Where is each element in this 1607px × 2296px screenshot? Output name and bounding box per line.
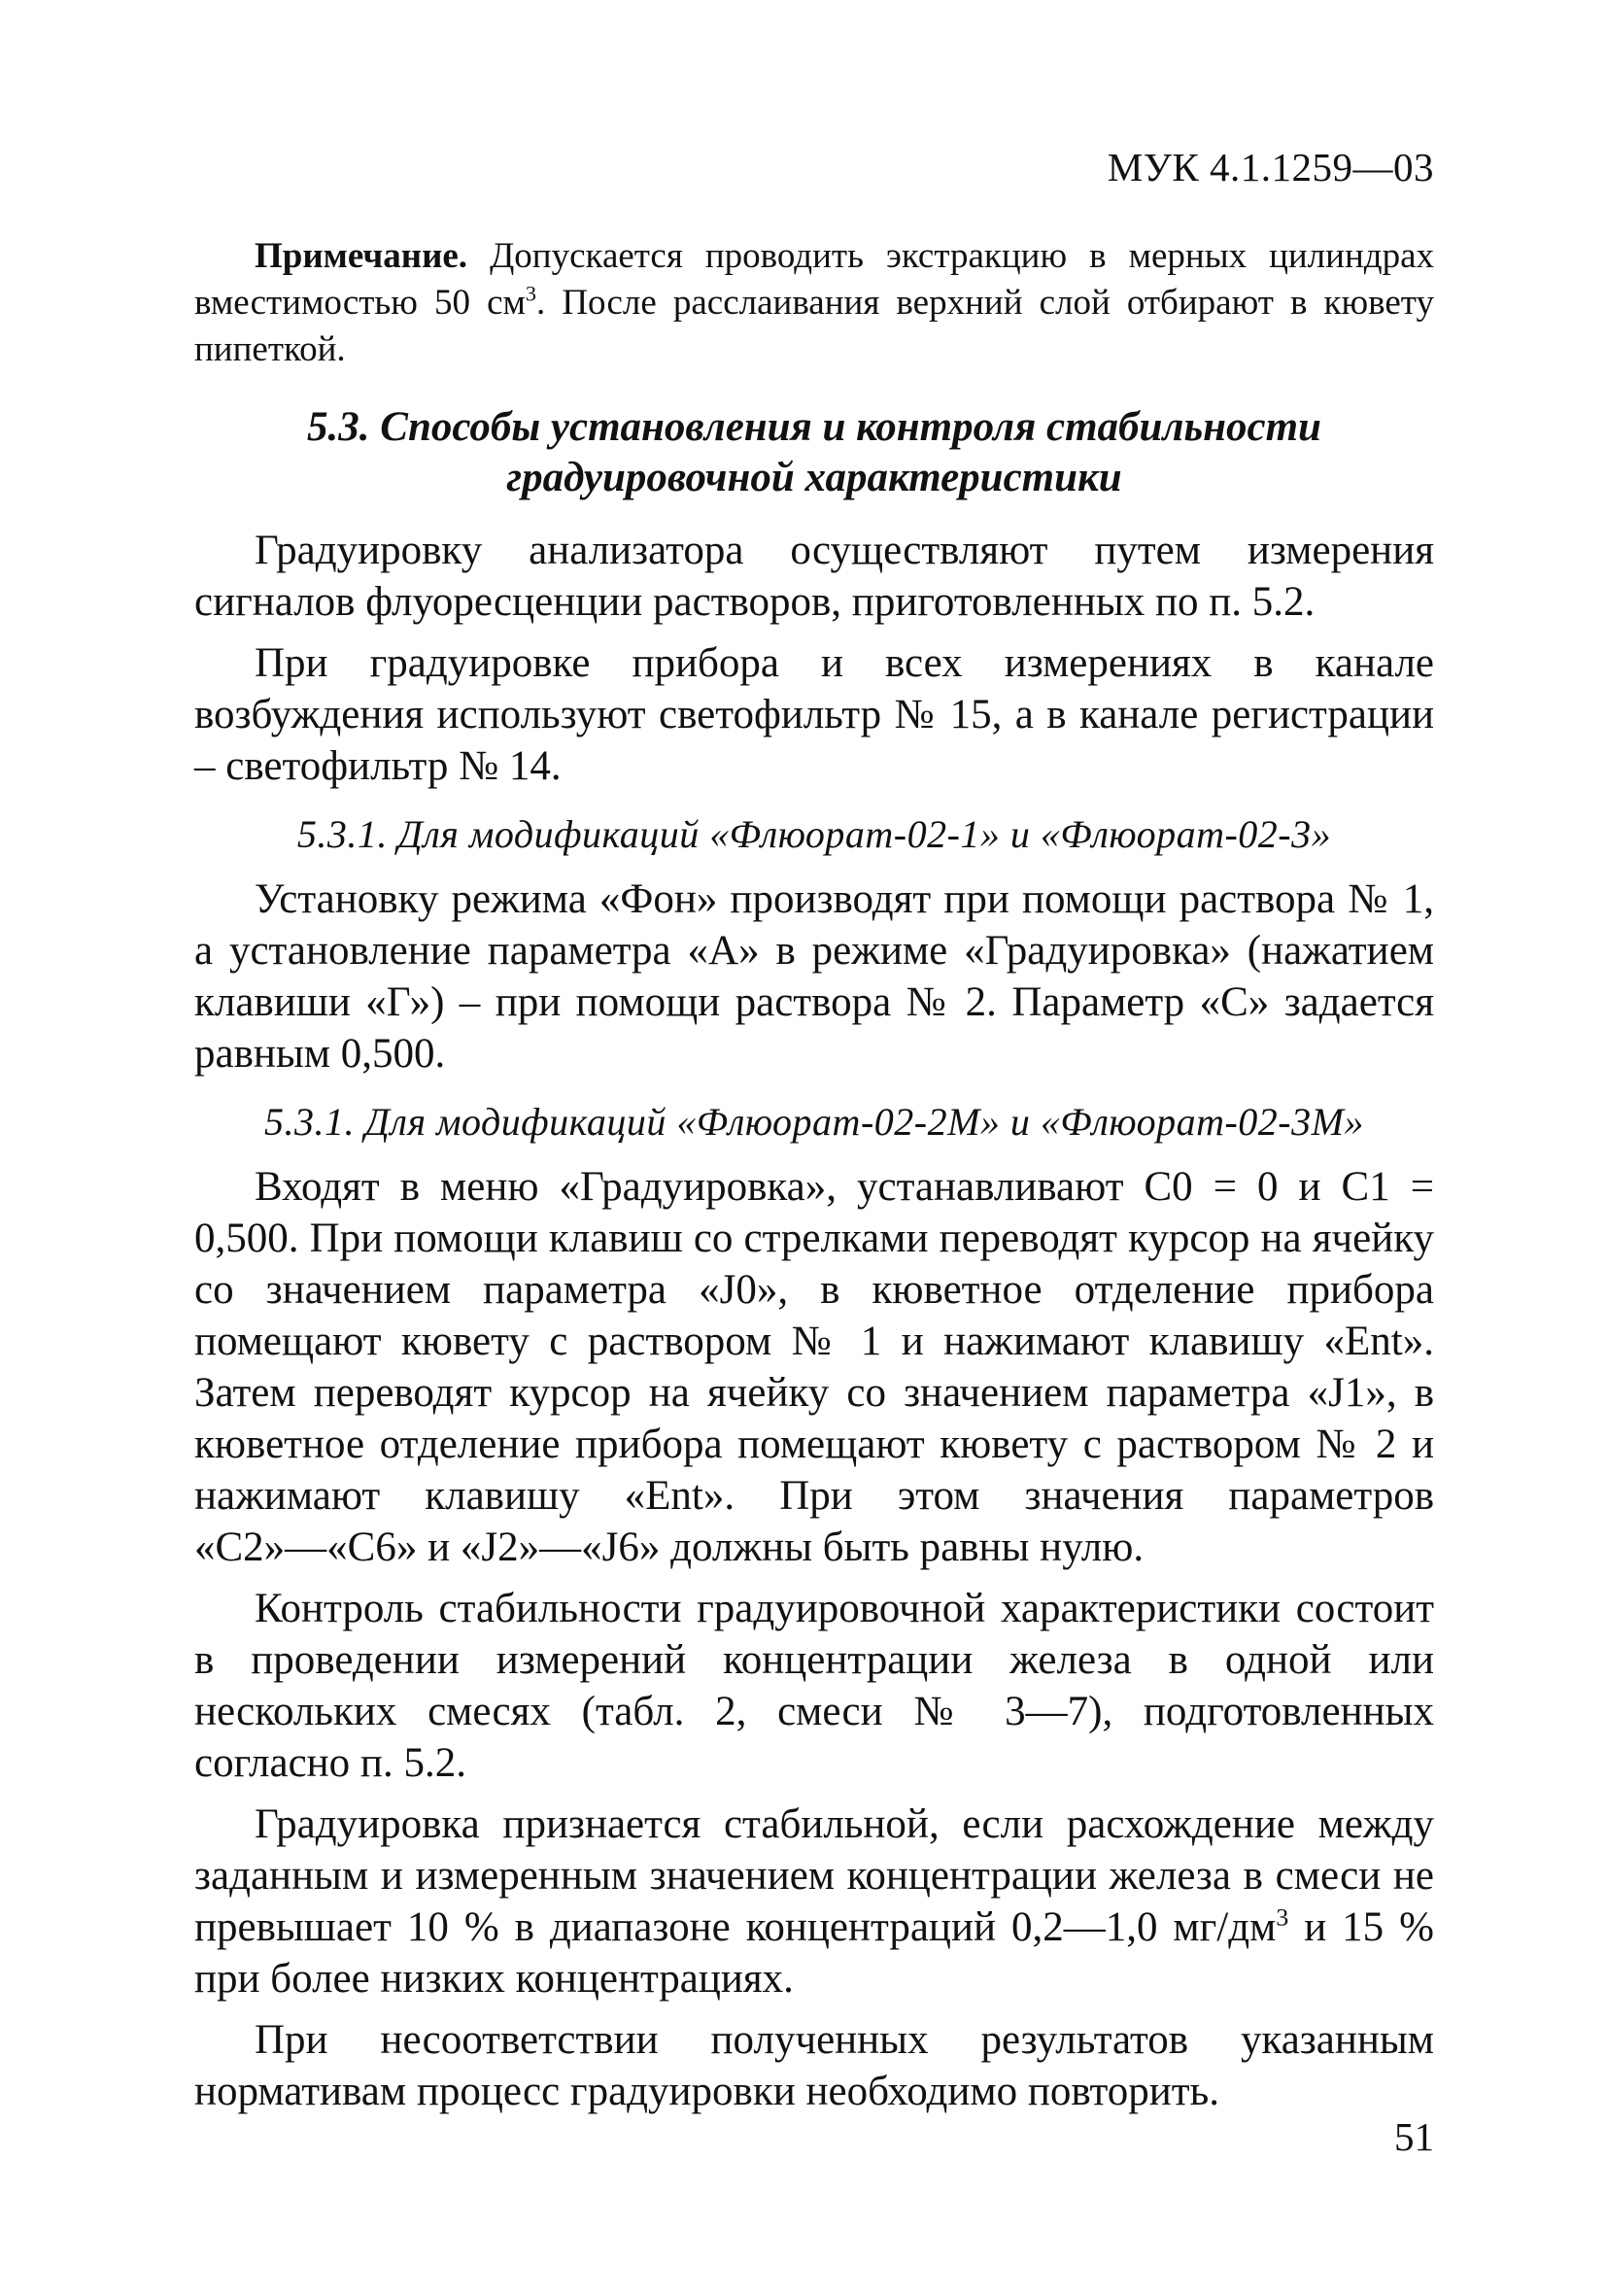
note-text-after: . После расслаивания верхний слой отбирают в кювету пипеткой. bbox=[194, 283, 1434, 369]
note-paragraph bbox=[194, 233, 1434, 373]
section-paragraph-1: Градуировку анализатора осуществляют путем измерения сигналов флуоресценции растворов, приготовленных по п. 5.2. bbox=[194, 528, 1434, 625]
control-paragraph-3: При несоответствии полученных результатов указанным нормативам процесс градуировки необходимо повторить. bbox=[194, 2017, 1434, 2114]
page-number: 51 bbox=[1394, 2114, 1434, 2159]
control-p2-text-before: Градуировка признается стабильной, если расхождение между заданным и измеренным значением концентрации железа в смеси не превышает 10 % в диапазоне концентраций 0,2—1,0 мг/дм bbox=[194, 1801, 1434, 1950]
note-text-before: Допускается проводить экстракцию в мерных цилиндрах вместимостью 50 см bbox=[194, 236, 1434, 323]
page-content bbox=[194, 233, 1434, 2127]
section-title-line1: 5.3. Способы установления и контроля стабильности bbox=[307, 404, 1321, 450]
subsection-1-text: Установку режима «Фон» производят при помощи раствора № 1, а установление параметра «А» в режиме «Градуировка» (нажатием клавиши «Г») – при помощи раствора № 2. Параметр «С» задается равным 0,500. bbox=[194, 876, 1434, 1077]
section-title bbox=[194, 402, 1434, 503]
document-code: МУК 4.1.1259—03 bbox=[1107, 145, 1434, 189]
subsection-1-title: 5.3.1. Для модификаций «Флюорат-02-1» и «Флюорат-02-3» bbox=[296, 812, 1332, 856]
note-superscript: 3 bbox=[525, 281, 537, 306]
subsection-2-text: Входят в меню «Градуировка», устанавливают С0 = 0 и С1 = 0,500. При помощи клавиш со стрелками переводят курсор на ячейку со значением параметра «J0», в кюветное отделение прибора помещают кювету с раствором № 1 и нажимают клавишу «Ent». Затем переводят курсор на ячейку со значением параметра «J1», в кюветное отделение прибора помещают кювету с раствором № 2 и нажимают клавишу «Ent». При этом значения параметров «С2»—«С6» и «J2»—«J6» должны быть равны нулю. bbox=[194, 1164, 1434, 1570]
note-label: Примечание. bbox=[255, 236, 468, 276]
control-paragraph-1: Контроль стабильности градуировочной характеристики состоит в проведении измерений концентрации железа в одной или нескольких смесях (табл. 2, смеси № 3—7), подготовленных согласно п. 5.2. bbox=[194, 1586, 1434, 1786]
subsection-2-title: 5.3.1. Для модификаций «Флюорат-02-2М» и «Флюорат-02-3М» bbox=[264, 1100, 1364, 1144]
control-p2-superscript: 3 bbox=[1276, 1902, 1289, 1932]
section-title-line2: градуировочной характеристики bbox=[506, 455, 1122, 500]
section-paragraph-2: При градуировке прибора и всех измерениях в канале возбуждения используют светофильтр № 15, а в канале регистрации – светофильтр № 14. bbox=[194, 640, 1434, 789]
control-paragraph-2 bbox=[194, 1799, 1434, 2005]
control-p2-text-after: и 15 % при более низких концентрациях. bbox=[194, 1904, 1434, 2002]
